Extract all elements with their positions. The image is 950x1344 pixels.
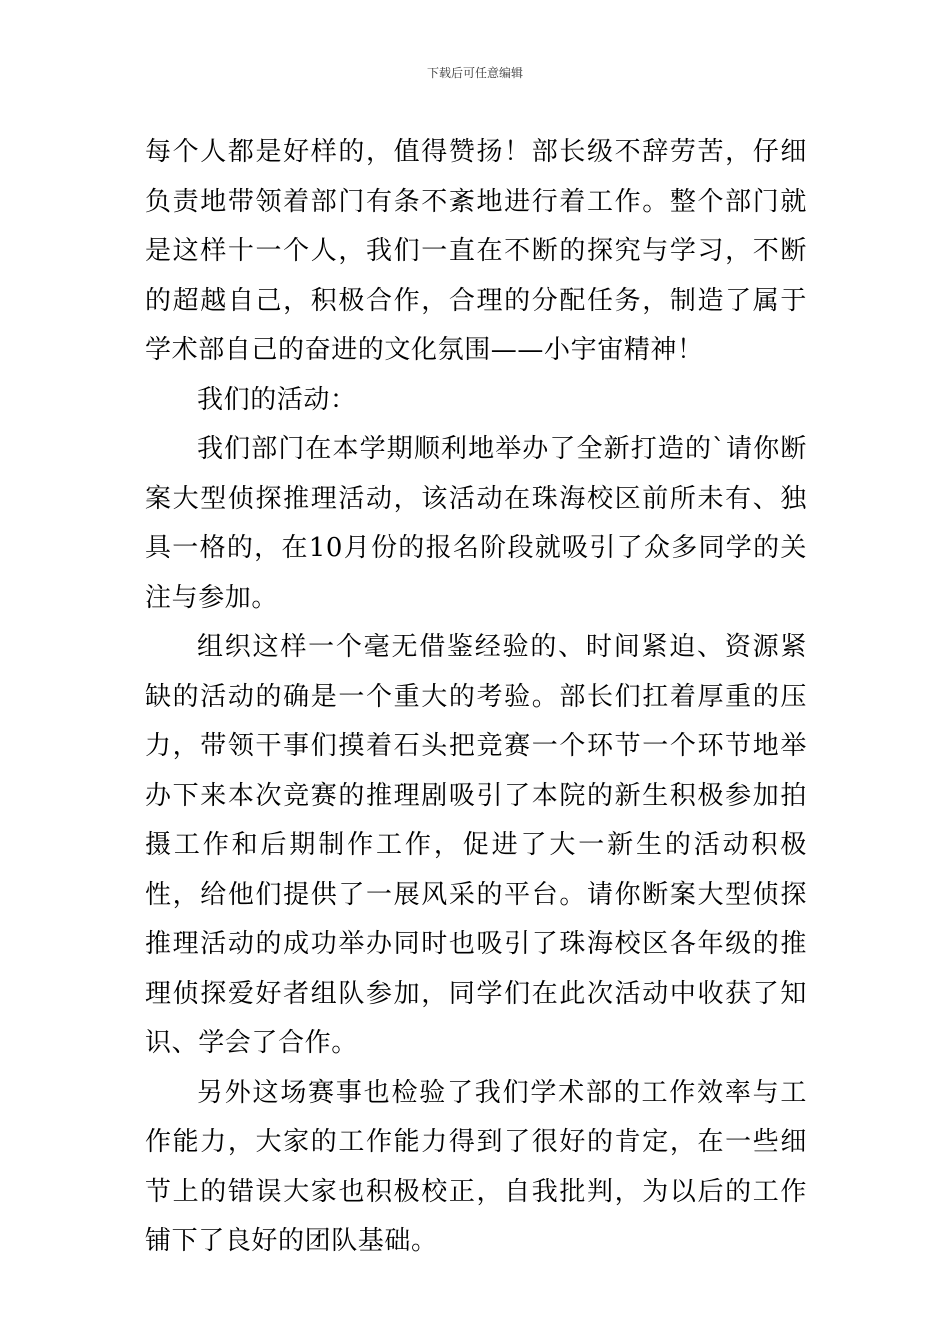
document-body — [145, 128, 807, 1267]
paragraph-activity-organization: 组织这样一个毫无借鉴经验的、时间紧迫、资源紧缺的活动的确是一个重大的考验。部长们扛着厚重的压力，带领干事们摸着石头把竞赛一个环节一个环节地举办下来本次竞赛的推理剧吸引了本院的新生积极参加拍摄工作和后期制作工作，促进了大一新生的活动积极性，给他们提供了一展风采的平台。请你断案大型侦探推理活动的成功举办同时也吸引了珠海校区各年级的推理侦探爱好者组队参加，同学们在此次活动中收获了知识、学会了合作。 — [145, 632, 807, 1058]
paragraph-activity-intro: 我们部门在本学期顺利地举办了全新打造的`请你断案大型侦探推理活动，该活动在珠海校区前所未有、独具一格的，在10月份的报名阶段就吸引了众多同学的关注与参加。 — [145, 434, 807, 613]
section-heading-activities: 我们的活动： — [197, 384, 357, 415]
paragraph-team-spirit: 每个人都是好样的，值得赞扬！部长级不辞劳苦，仔细负责地带领着部门有条不紊地进行着工作。整个部门就是这样十一个人，我们一直在不断的探究与学习，不断的超越自己，积极合作，合理的分配任务，制造了属于学术部自己的奋进的文化氛围——小宇宙精神！ — [145, 137, 807, 365]
page-header: 下载后可任意编辑 — [426, 66, 523, 80]
paragraph-activity-evaluation: 另外这场赛事也检验了我们学术部的工作效率与工作能力，大家的工作能力得到了很好的肯定，在一些细节上的错误大家也积极校正，自我批判，为以后的工作铺下了良好的团队基础。 — [145, 1077, 807, 1256]
